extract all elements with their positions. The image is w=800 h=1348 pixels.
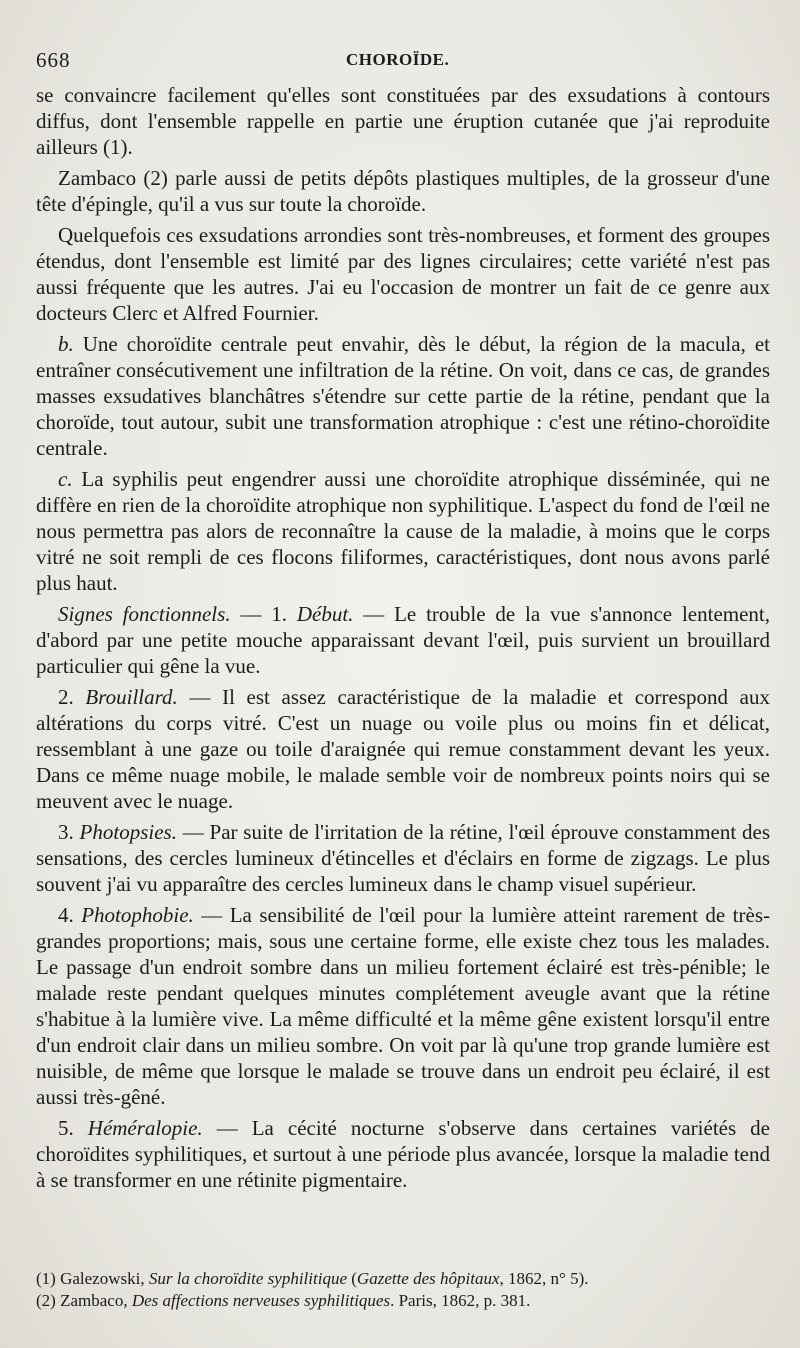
paragraph-photophobie: 4. Photophobie. — La sensibilité de l'œil pour la lumière atteint rarement de très-grandes proportions; mais, sous une certaine forme, elle existe chez tous les malades. Le passage d'un endroit sombre dans un milieu fortement éclairé est très-pénible; le malade reste pendant quelques minutes complétement aveugle avant que la rétine s'habitue à la lumière vive. La même difficulté et la même gêne existent lorsqu'il entre d'un endroit clair dans un milieu sombre. On voit par là qu'une trop grande lumière est nuisible, de même que lorsque le malade se trouve dans un endroit peu éclairé, il est aussi très-gêné. [36,903,770,1109]
running-head [36,44,770,76]
footnote-1: (1) Galezowski, Sur la choroïdite syphilitique (Gazette des hôpitaux, 1862, n° 5). [36,1269,589,1288]
paragraph-zambaco: Zambaco (2) parle aussi de petits dépôts plastiques multiples, de la grosseur d'une tête d'épingle, qu'il a vus sur toute la choroïde. [36,166,770,216]
paragraph-b-choroidite-centrale: b. Une choroïdite centrale peut envahir, dès le début, la région de la macula, et entraîner consécutivement une infiltration de la rétine. On voit, dans ce cas, de grandes masses exsudatives blanchâtres s'étendre sur cette partie de la rétine, pendant que la choroïde, tout autour, subit une transformation atrophique : c'est une rétino-choroïdite centrale. [36,332,770,460]
paragraph-continuation: se convaincre facilement qu'elles sont constituées par des exsudations à contours diffus, dont l'ensemble rappelle en partie une éruption cutanée que j'ai reproduite ailleurs (1). [36,83,770,159]
paragraph-signes-fonctionnels: Signes fonctionnels. — 1. Début. — Le trouble de la vue s'annonce lentement, d'abord par une petite mouche apparaissant devant l'œil, puis survient un brouillard particulier qui gêne la vue. [36,602,771,678]
subsection-heading: Brouillard. [85,685,178,709]
paragraph-photopsies: 3. Photopsies. — Par suite de l'irritation de la rétine, l'œil éprouve constamment des sensations, des cercles lumineux d'étincelles et d'éclairs en forme de zigzags. Le plus souvent j'ai vu apparaître des cercles lumineux dans le champ visuel supérieur. [36,820,770,896]
page-number: 668 [36,48,71,72]
paragraph-c-choroidite-atrophique: c. La syphilis peut engendrer aussi une choroïdite atrophique disséminée, qui ne diffère en rien de la choroïdite atrophique non syphilitique. L'aspect du fond de l'œil ne nous permettra pas alors de reconnaître la cause de la maladie, à moins que le corps vitré ne soit rempli de ces flocons filiformes, caractéristiques, dont nous avons parlé plus haut. [36,467,770,595]
body-text [36,82,770,1193]
item-letter: c. [58,467,73,491]
subsection-heading: Héméralopie. [87,1116,203,1140]
running-title: CHOROÏDE. [346,50,450,69]
subsection-heading: Photophobie. [81,903,194,927]
footnote-2: (2) Zambaco, Des affections nerveuses syphilitiques. Paris, 1862, p. 381. [36,1291,531,1310]
paragraph-brouillard: 2. Brouillard. — Il est assez caractéristique de la maladie et correspond aux altérations du corps vitré. C'est un nuage ou voile plus ou moins fin et délicat, ressemblant à une gaze ou toile d'araignée qui remue constamment devant les yeux. Dans ce même nuage mobile, le malade semble voir de nombreux points noirs qui se meuvent avec le nuage. [36,685,771,813]
item-letter: b. [58,332,74,356]
paragraph-hemeralopie: 5. Héméralopie. — La cécité nocturne s'observe dans certaines variétés de choroïdites syphilitiques, et surtout à une période plus avancée, lorsque la maladie tend à se transformer en une rétinite pigmentaire. [36,1116,771,1192]
section-heading: Signes fonctionnels. [58,602,231,626]
subsection-heading: Photopsies. [79,820,177,844]
paragraph-groupes: Quelquefois ces exsudations arrondies sont très-nombreuses, et forment des groupes étendus, dont l'ensemble est limité par des lignes circulaires; cette variété n'est pas aussi fréquente que les autres. J'ai eu l'occasion de montrer un fait de ce genre aux docteurs Clerc et Alfred Fournier. [36,223,770,325]
footnotes [36,1268,742,1312]
subsection-heading: Début. [296,602,354,626]
